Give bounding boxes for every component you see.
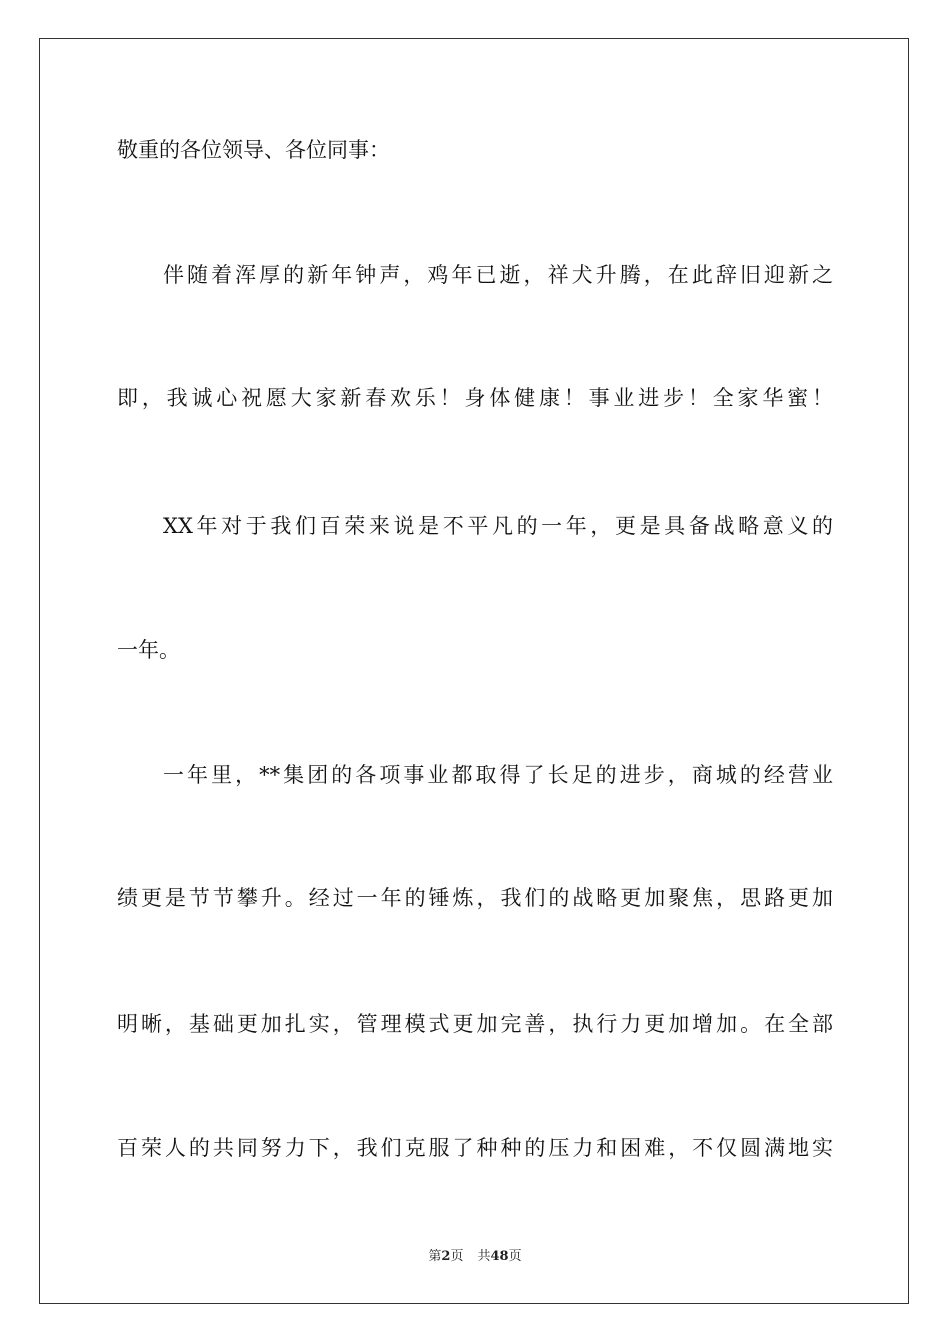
total-prefix: 共 (477, 1249, 491, 1264)
paragraph-3-line-4: 百荣人的共同努力下，我们克服了种种的压力和困难，不仅圆满地实 (117, 1136, 833, 1160)
page-prefix: 第 (428, 1249, 442, 1264)
page-footer (0, 1248, 950, 1266)
paragraph-2-line-1: XX年对于我们百荣来说是不平凡的一年，更是具备战略意义的 (163, 514, 833, 538)
total-suffix: 页 (508, 1249, 522, 1264)
paragraph-1-line-1: 伴随着浑厚的新年钟声，鸡年已逝，祥犬升腾，在此辞旧迎新之 (163, 263, 833, 287)
paragraph-1-line-2: 即，我诚心祝愿大家新春欢乐！身体健康！事业进步！全家华蜜！ (117, 386, 833, 410)
salutation-line: 敬重的各位领导、各位同事： (117, 138, 390, 162)
paragraph-3-line-3: 明晰，基础更加扎实，管理模式更加完善，执行力更加增加。在全部 (117, 1012, 833, 1036)
page-number: 2 (441, 1249, 451, 1264)
paragraph-2-line-2: 一年。 (117, 638, 180, 662)
paragraph-3-line-2: 绩更是节节攀升。经过一年的锤炼，我们的战略更加聚焦，思路更加 (117, 886, 833, 910)
page-suffix: 页 (450, 1249, 464, 1264)
paragraph-3-line-1: 一年里，**集团的各项事业都取得了长足的进步，商城的经营业 (163, 763, 833, 787)
total-pages: 48 (490, 1249, 509, 1264)
page-frame (39, 38, 909, 1304)
